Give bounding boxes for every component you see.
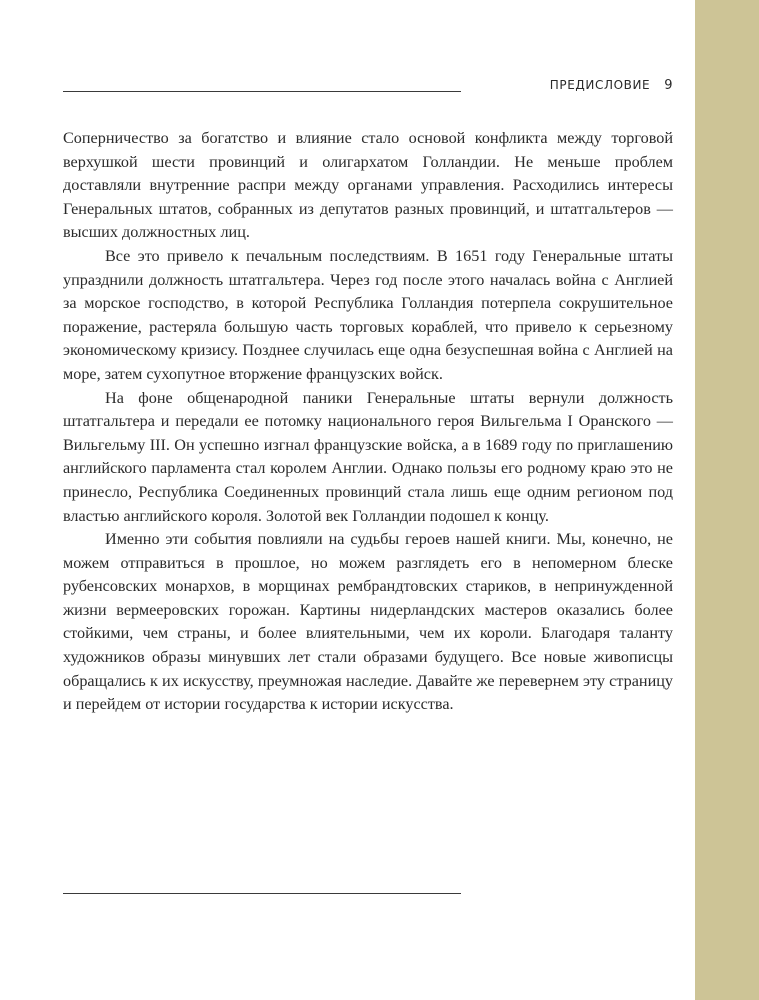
section-title: ПРЕДИСЛОВИЕ <box>549 78 651 92</box>
paragraph-4: Именно эти события повлияли на судьбы героев нашей книги. Мы, конечно, не можем отправиться в прошлое, но можем разглядеть его в непомерном блеске рубенсовских монархов, в морщинах рембрандтовских стариков, в непринужденной жизни вермееровских горожан. Картины нидерландских мастеров оказались более стойкими, чем страны, и более влиятельными, чем их короли. Благодаря таланту художников образы минувших лет стали образами будущего. Все новые живописцы обращались к их искусству, преумножая наследие. Давайте же перевернем эту страницу и перейдем от истории государства к истории искусства. <box>63 530 673 714</box>
paragraph-2: Все это привело к печальным последствиям. В 1651 году Генеральные штаты упразднили должность штатгальтера. Через год после этого началась война с Англией за морское господство, в которой Республика Голландия потерпела сокрушительное поражение, растеряла большую часть торговых кораблей, что привело к серьезному экономическому кризису. Позднее случилась еще одна безуспешная война с Англией на море, затем сухопутное вторжение французских войск. <box>63 246 673 383</box>
body-text <box>63 127 673 717</box>
header-rule <box>63 91 461 92</box>
footer-rule <box>63 893 461 894</box>
running-head <box>550 78 673 93</box>
paragraph-1: Соперничество за богатство и влияние стало основой конфликта между торговой верхушкой шести провинций и олигархатом Голландии. Не меньше проблем доставляли внутренние распри между органами управления. Расходились интересы Генеральных штатов, собранных из депутатов разных провинций, и штатгальтеров — высших должностных лиц. <box>63 129 673 242</box>
running-header <box>63 78 673 98</box>
side-color-band <box>695 0 759 1000</box>
page-number: 9 <box>664 78 673 93</box>
paragraph-3: На фоне общенародной паники Генеральные штаты вернули должность штатгальтера и передали ее потомку национального героя Вильгельма I Оранского — Вильгельму III. Он успешно изгнал французские войска, а в 1689 году по приглашению английского парламента стал королем Англии. Однако пользы его родному краю это не принесло, Республика Соединенных провинций стала лишь еще одним регионом под властью английского короля. Золотой век Голландии подошел к концу. <box>63 388 673 525</box>
